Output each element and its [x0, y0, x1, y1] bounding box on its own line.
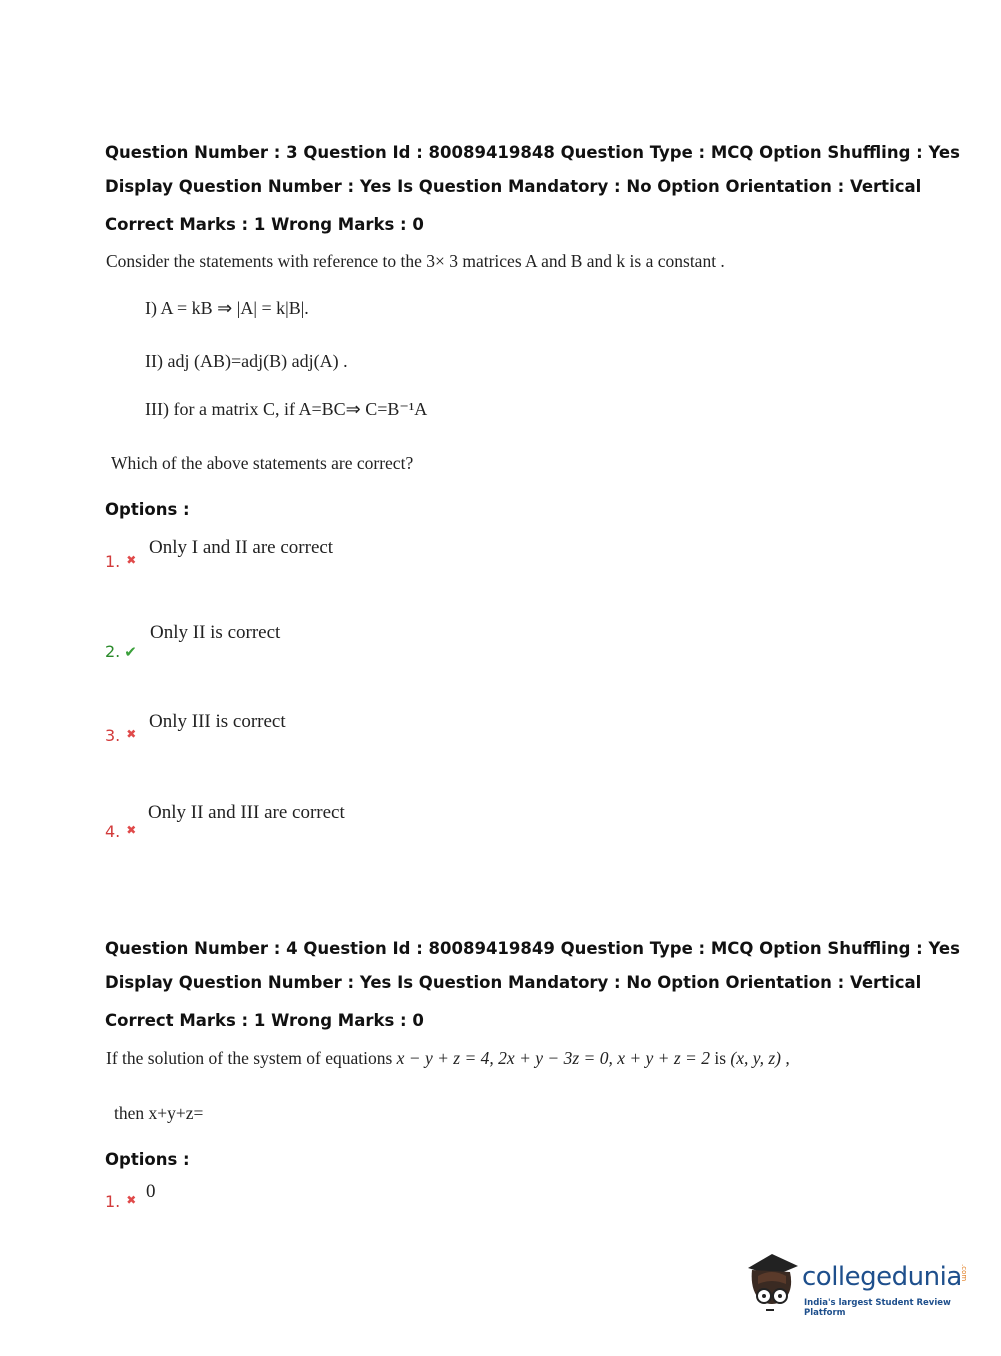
logo-com: .com: [960, 1264, 968, 1282]
q4-meta-line3: Correct Marks : 1 Wrong Marks : 0: [105, 1011, 424, 1030]
q3-stem: Consider the statements with reference to the 3× 3 matrices A and B and k is a constant .: [106, 251, 725, 271]
check-icon: ✔: [124, 643, 137, 661]
q4-stem-prefix: If the solution of the system of equations: [106, 1048, 393, 1068]
q4-stem: [106, 1048, 790, 1069]
logo-tagline: India's largest Student Review Platform: [804, 1298, 951, 1318]
q3-statement-2: II) adj (AB)=adj(B) adj(A) .: [145, 351, 348, 371]
q4-meta-line2: Display Question Number : Yes Is Question Mandatory : No Option Orientation : Vertical: [105, 973, 922, 992]
mascot-icon: [742, 1250, 802, 1314]
q4-option-1-text[interactable]: 0: [146, 1181, 156, 1202]
q3-option-3-marker: [105, 726, 136, 745]
cross-icon: ✖: [126, 727, 137, 741]
q3-option-3-number: 3.: [105, 726, 121, 745]
q3-option-1-number: 1.: [105, 552, 121, 571]
q4-stem-is: is: [714, 1048, 727, 1068]
q4-stem-line2: then x+y+z=: [114, 1103, 204, 1123]
q4-stem-equations: x − y + z = 4, 2x + y − 3z = 0, x + y + z = 2: [396, 1048, 710, 1068]
q4-option-1-number: 1.: [105, 1192, 121, 1211]
q3-meta-line1: Question Number : 3 Question Id : 80089419848 Question Type : MCQ Option Shuffling : Yes: [105, 143, 960, 162]
q4-meta-line1: Question Number : 4 Question Id : 80089419849 Question Type : MCQ Option Shuffling : Yes: [105, 939, 960, 958]
q3-meta-line2: Display Question Number : Yes Is Question Mandatory : No Option Orientation : Vertical: [105, 177, 922, 196]
q3-meta-line3: Correct Marks : 1 Wrong Marks : 0: [105, 215, 424, 234]
q3-option-1-marker: [105, 552, 136, 571]
q3-option-4-marker: [105, 822, 136, 841]
q3-statement-3: III) for a matrix C, if A=BC⇒ C=B⁻¹A: [145, 399, 428, 419]
q3-option-2-marker: [105, 642, 137, 661]
cross-icon: ✖: [126, 823, 137, 837]
q3-question: Which of the above statements are correct?: [111, 453, 414, 473]
q3-option-4-text[interactable]: Only II and III are correct: [148, 802, 345, 823]
cross-icon: ✖: [126, 1193, 137, 1207]
q3-option-3-text[interactable]: Only III is correct: [149, 711, 286, 732]
q3-option-1-text[interactable]: Only I and II are correct: [149, 537, 334, 558]
q3-option-4-number: 4.: [105, 822, 121, 841]
q3-option-2-text[interactable]: Only II is correct: [150, 622, 281, 643]
logo-wordmark: collegedunia: [802, 1262, 962, 1292]
collegedunia-logo: [742, 1250, 972, 1318]
q3-option-2-number: 2.: [105, 642, 121, 661]
q4-stem-tuple: (x, y, z) ,: [730, 1048, 790, 1068]
q4-option-1-marker: [105, 1192, 136, 1211]
q3-statement-1: I) A = kB ⇒ |A| = k|B|.: [145, 298, 309, 318]
q4-options-label: Options :: [105, 1150, 190, 1169]
q3-options-label: Options :: [105, 500, 190, 519]
cross-icon: ✖: [126, 553, 137, 567]
